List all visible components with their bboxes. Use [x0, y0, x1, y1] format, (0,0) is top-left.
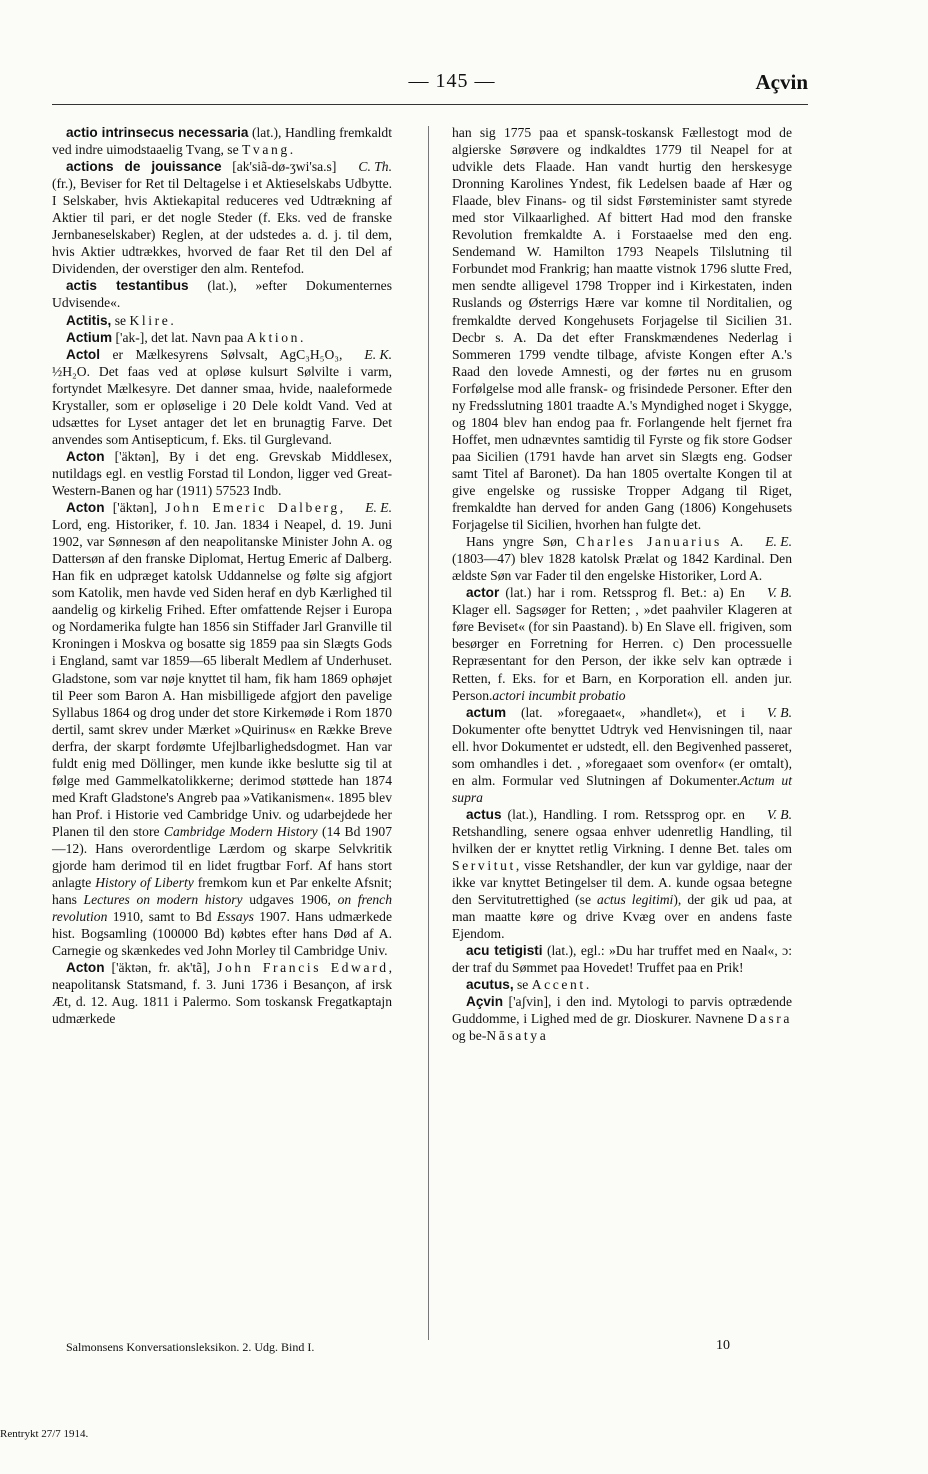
entry-text: ['aʃvin], i den ind. Mytologi to parvis optrædende Guddomme, i Lighed med de gr. Dioskurer. Navnene: [452, 994, 792, 1027]
entry-text: se: [111, 312, 130, 328]
entry-headword: Acton: [66, 960, 105, 976]
dictionary-entry: [452, 806, 792, 942]
entry-headword: Actol: [66, 346, 100, 362]
entry-text: [ak'siã-dø-ʒwi'sa.s] (fr.), Beviser for Ret til Deltagelse i et Aktieselskabs Udbytte. I Selskaber, hvis Aktiekapital reduceres ved Udtrækning af Aktier til pari, er det nogle Steder (f. Eks. ved de franske Jernbaneselskaber) Reglen, at der udstedes a. d. j. til dem, hvis Aktier udtrækkes, hvorved de faar Ret til den Del af Dividenden, der overstiger den alm. Rentefod.: [52, 159, 392, 277]
entry-text: 1910, samt to Bd: [107, 909, 217, 925]
spaced-reference: Dasra: [747, 1011, 792, 1027]
entry-headword: Actitis,: [66, 312, 112, 328]
left-column: [52, 124, 392, 1027]
author-signature: V. B.: [766, 806, 792, 822]
dictionary-entry: [52, 959, 392, 1027]
dictionary-entry: [452, 124, 792, 533]
entry-text: be-: [469, 1028, 487, 1044]
running-head: Açvin: [755, 70, 808, 94]
italic-title: actus legitimi: [597, 892, 674, 908]
author-signature: V. B.: [766, 585, 792, 601]
entry-headword: Acton: [66, 448, 105, 464]
spaced-reference: John Francis Edward: [217, 960, 389, 976]
entry-headword: actio intrinsecus necessaria: [66, 125, 249, 140]
spaced-reference: Klire: [129, 312, 171, 328]
entry-headword: actions de jouissance: [66, 159, 222, 175]
entry-text: (14 Bd 1907—12). Hans overordentlige Lærdom og skarpe Selvkritik gjorde ham derimod til en lidet frugtbar Forf. Af hans stort anlagte: [52, 823, 392, 891]
entry-text: han sig 1775 paa et spansk-toskansk Fællestogt mod de algierske Sørøvere og indkaldtes 1779 til Neapel for at udvikle dets Flaade. Han vandt hurtig den herskesyge Dronning Karolines Yndest, fik Ledelsen baade af Hær og Flaade, blev Finans- og til sidst Førsteminister samt styrede med stor Vilkaarlighed. Af bittert Had mod den franske Revolution fremkaldte A. i Forstaaelse med den eng. Sendemand W. Hamilton 1793 Neapels Tilslutning til Forbundet mod Frankrig; han maatte vistnok 1796 slutte Fred, men sendte alligevel 1798 Tropper ind i Kirkestaten, inden Ruslands og Østerrigs Hære var komne til Norditalien, og fremkaldte derved Kongehusets Forjagelse til Sicilien 31. Decbr s. A. Da det efter Franskmændenes Nederlag i Sommeren 1799 vendte tilbage, afviste Kongen efter A.'s Raad den lovede Amnesti, og der førtes nu en grusom Forfølgelse mod alle fransk- og frisindede Personer. Efter den ny Fredsslutning 1801 traadte A.'s Myndighed noget i Skygge, og 1804 blev han endog paa fr. Forlangende helt fjernet fra Hoffet, men udnævntes samtidig til Fyrste og fik store Godser paa Sicilien (1791 havde han arvet sin Slægts eng. Godser samt Titel af Baronet). Da han 1805 overtalte Kongen til at give engelske og russiske Tropper Adgang til Riget, fremkaldte han derved for anden Gang (1806) Kongehusets Forjagelse til Sicilien, hvorhen han fulgte det.: [452, 125, 793, 533]
dictionary-entry: [52, 329, 392, 346]
entry-text: , neapolitansk Statsmand, f. 3. Juni 1736 i Besançon, af irsk Æt, d. 12. Aug. 1811 i Palermo. Som toskansk Fregatkaptajn udmærkede: [52, 960, 393, 1027]
author-signature: E. K.: [364, 346, 392, 362]
entry-headword: Actium: [66, 329, 113, 345]
entry-text: og: [452, 1028, 469, 1044]
entry-text: ['ak-], det lat. Navn paa: [112, 329, 247, 345]
entry-text: .: [170, 312, 174, 328]
entry-text: (lat.), Handling fremkaldt ved indre uimodstaaelig Tvang, se: [52, 125, 392, 158]
page-number: — 145 —: [408, 70, 496, 92]
spaced-reference: Nāsatya: [486, 1028, 549, 1044]
entry-headword: Acton: [66, 500, 105, 516]
entry-text: , »det paahviler Klageren at føre Beviset« (for sin Paastand). b) En Slave ell. frigiven, som besørger en Forretning for Herren. c) Den processuelle Repræsentant for den Person, der ikke selv kan optræde i Retten, f. Eks. for et Barn, en Korporation ell. anden jur. Person.: [452, 602, 792, 703]
entry-headword: actis testantibus: [66, 278, 189, 294]
entry-text: , Lord, eng. Historiker, f. 10. Jan. 1834 i Neapel, d. 19. Juni 1902, var Sønnesøn af den neapolitanske Minister John A. og Dattersøn af den franske Diplomat, Hertug Emeric af Dalberg. Han fik en udpræget katolsk Uddannelse og følte sig afgjort som Katolik, men havde ved Siden heraf en dyb Kærlighed til aandelig og kirkelig Frihed. Efter omfattende Rejser i Europa og Nordamerika fulgte han 1856 sin Stiffader Jarl Granville til Kroningen i Moskva og bosatte sig 1859 paa sin Slægts Gods i England, samt var 1859—65 liberalt Medlem af Underhuset. Gladstone, som var nøje knyttet til ham, fik ham 1869 ophøjet til Peer som Baron A. Han misbilligede afgjort den pavelige Syllabus 1864 og drog under det store Kirkemøde i Rom 1870 dertil, samt skrev under Mærket »Quirinus« en Række Breve derfra, der skarpt fordømte Ufejlbarlighedsdogmet. Han var fuldt enig med Döllinger, men kunde ikke beslutte sig til at følge med Gammelkatolikkerne; derimod støttede han 1874 med Kraft Gladstone's Angreb paa »Vatikanismen«. 1895 blev han Prof. i Historie ved Cambridge Univ. og udarbejdede her Planen til den store: [52, 500, 392, 839]
page-header: [52, 70, 808, 100]
entry-headword: Açvin: [466, 994, 504, 1010]
column-divider: [428, 126, 429, 1340]
entry-headword: actum: [466, 704, 507, 720]
italic-title: Cambridge Modern History: [163, 823, 318, 839]
dictionary-entry: [52, 346, 392, 448]
entry-text: (lat.), egl.: »Du har truffet med en Naal«, ɔ: der traf du Sømmet paa Hovedet! Truffet paa en Prik!: [452, 943, 792, 976]
dictionary-entry: [52, 448, 392, 499]
author-signature: V. B.: [766, 704, 792, 720]
entry-text: ), der gik ud paa, at man maatte køre og drive Kvæg over en andens faste Ejendom.: [452, 892, 792, 942]
entry-text: A. (1803—47) blev 1828 katolsk Prælat og 1842 Kardinal. Den ældste Søn var Fader til den engelske Historiker, Lord A.: [452, 534, 792, 584]
author-signature: E. E.: [365, 500, 392, 516]
entry-headword: actus: [466, 806, 502, 822]
author-signature: E. E.: [765, 534, 792, 550]
entry-text: .: [585, 977, 590, 993]
dictionary-entry: [452, 584, 792, 703]
entry-text: er Mælkesyrens Sølvsalt, AgC₃H₅O₃, ½H₂O. Det faas ved at opløse kulsurt Sølvilte i varm, fortyndet Mælkesyre. Det danner smaa, hvide, naaleformede Krystaller, som er opløselige i 20 Dele koldt Vand. Ved at udsættes for Lyset antager det let en brunagtig Farve. Det anvendes som Antisepticum, f. Eks. til Gurglevand.: [52, 346, 392, 447]
entry-text: (lat.), Handling. I rom. Retssprog opr. en Retshandling, senere ogsaa enhver udenretlig Handling, til hvilken der er knyttet retlig Virkning. I denne Bet. tales om: [452, 806, 792, 856]
entry-headword: acu tetigisti: [466, 943, 543, 959]
spaced-reference: Charles Januarius: [575, 534, 722, 550]
spaced-reference: Aktion: [246, 329, 301, 345]
italic-title: Lectures on modern history: [83, 892, 243, 908]
spaced-reference: John Emeric Dalberg: [165, 500, 340, 516]
entry-text: 1907. Hans udmærkede hist. Bogsamling (100000 Bd) købtes efter hans Død af A. Carnegie og skænkedes ved John Morley til Cambridge Univ.: [52, 909, 392, 959]
dictionary-entry: [452, 533, 792, 584]
entry-text: ['äktən],: [104, 500, 166, 516]
italic-title: History of Liberty: [95, 875, 194, 891]
entry-text: , »foregaaet som ovenfor« (er omtalt), en alm. Formular ved Slutningen af Dokumenter.: [452, 755, 792, 788]
italic-title: Actum ut supra: [452, 772, 793, 805]
dictionary-entry: [52, 158, 392, 277]
dictionary-entry: [452, 976, 792, 993]
italic-title: on french revolution: [52, 892, 392, 925]
italic-title: Essays: [216, 909, 254, 925]
entry-text: (lat.) har i rom. Retssprog fl. Bet.: a) En Klager ell. Sagsøger for Retten;: [452, 585, 745, 618]
dictionary-entry: [52, 124, 392, 158]
signature-mark: 10: [716, 1338, 730, 1353]
dictionary-entry: [452, 704, 792, 806]
entry-headword: acutus,: [466, 977, 514, 993]
entry-text: .: [300, 329, 304, 345]
entry-text: (lat. »foregaaet«, »handlet«), et i Dokumenter ofte benyttet Udtryk ved Henvisningen til, naar ell. hvor Dokumentet er udstedt, ell. den Begivenhed passeret, som omhandles i det.: [452, 704, 792, 771]
reprint-note: Rentrykt 27/7 1914.: [0, 1428, 89, 1440]
italic-title: actori incumbit probatio: [492, 687, 626, 703]
entry-text: .: [289, 142, 294, 158]
author-signature: C. Th.: [358, 159, 392, 175]
entry-headword: actor: [466, 585, 500, 601]
entry-text: udgaves 1906,: [242, 892, 338, 908]
entry-text: ['äktən], By i det eng. Grevskab Middlesex, nutildags egl. en vestlig Forstad til London, ligger ved Great-Western-Banen og har (1911) 57523 Indb.: [52, 448, 392, 498]
publication-footer: Salmonsens Konversationsleksikon. 2. Udg. Bind I.: [66, 1340, 315, 1354]
entry-text: se: [513, 977, 532, 993]
entry-text: (lat.), »efter Dokumenternes Udvisende«.: [52, 278, 392, 311]
dictionary-entry: [452, 993, 792, 1044]
dictionary-entry: [52, 277, 392, 311]
entry-text: ['äktən, fr. ak'tã],: [104, 960, 218, 976]
header-rule: [52, 104, 808, 105]
right-column: [452, 124, 792, 1045]
spaced-reference: Servitut: [452, 858, 516, 874]
dictionary-entry: [52, 312, 392, 329]
spaced-reference: Accent: [531, 977, 586, 993]
entry-text: Hans yngre Søn,: [466, 534, 576, 550]
dictionary-entry: [452, 942, 792, 976]
dictionary-entry: [52, 499, 392, 959]
spaced-reference: Tvang: [242, 142, 290, 158]
entry-text: , visse Retshandler, der kun var gyldige, naar der ikke var knyttet Betingelser til dem. A. kunde ogsaa betegne den Servitutrettighed (se: [452, 858, 792, 908]
entry-text: fremkom kun et Par enkelte Afsnit; hans: [52, 875, 392, 908]
